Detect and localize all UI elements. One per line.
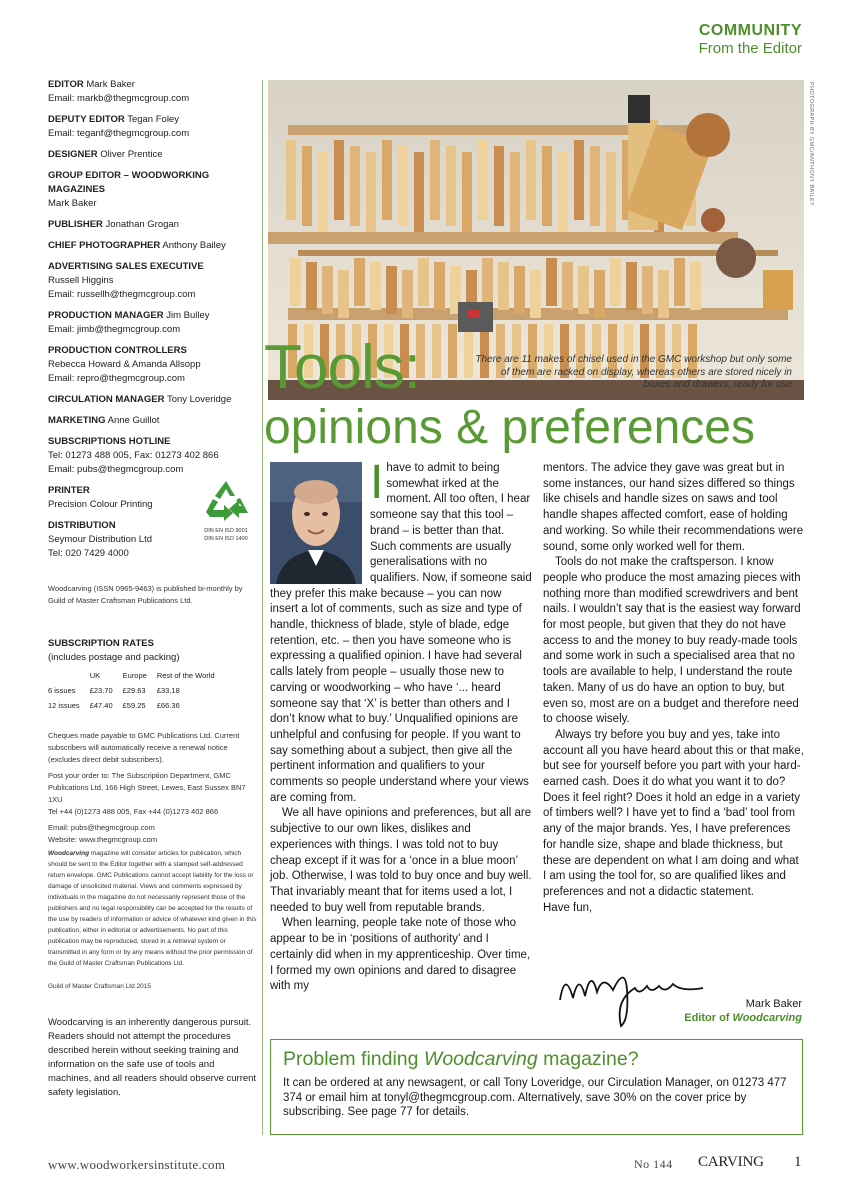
article-paragraph: mentors. The advice they gave was great but in some instances, our hand sizes differed so things like chisels and handle sizes on saws and tool handle shapes affected comfort, ease of holding and working. So while their recommendations were sound, some only worked well for them. [543,462,804,553]
rates-title: SUBSCRIPTION RATES [48,638,154,649]
article-paragraph: Ihave to admit to being somewhat irked at the moment. All too often, I hear someone say that this tool – brand – is better than that. Such comments are usually generalisations with no qualifiers. Now, if someone said they prefer this make because – you can now insert a lot of comments, such as size and type of handle, thickness of blade, style of blade, edge retention, etc. – then you have someone who is expressing a qualified opinion. I have had several calls lately from people – usually those new to carving or woodworking – who have ‘... heard someone say that ‘X’ is better than others and I don’t know what to buy.’ Unqualified opinions are unhelpful and confusing for people. If you want to say something about a subject, then give all the pertinent information and qualifiers to your comments so people understand where your views are coming from. [270,456,532,804]
chisel-handle [430,140,440,220]
chisel-handle [478,140,488,220]
chisel-handle [482,258,493,306]
chisel-handle [558,152,568,232]
chisel-handle [338,270,349,318]
chisel-handle [610,258,621,306]
chisel-handle [494,146,504,226]
staff-entry: EDITOR Mark Baker Email: markb@thegmcgroup.com [48,79,190,104]
printer: PRINTER Precision Colour Printing [48,485,153,510]
chisel-handle [322,266,333,314]
column-divider [262,80,263,1135]
chisel-handle [606,152,616,232]
subsection-label: From the Editor [698,40,802,57]
staff-entry: PRODUCTION CONTROLLERS Rebecca Howard & Amanda Allsopp Email: repro@thegmcgroup.com [48,345,201,384]
chisel-handle [498,262,509,310]
cheques-text: Cheques made payable to GMC Publications Ltd. Current subscribers will automatically receive a renewal notice (excludes direct debit subscribers). [48,731,240,764]
section-label: COMMUNITY [698,22,802,39]
chisel-handle [354,258,365,306]
chisel-handle [418,258,429,306]
staff-entry: MARKETING Anne Guillot [48,415,160,426]
chisel-handle [318,152,328,232]
staff-entry: DEPUTY EDITOR Tegan Foley Email: teganf@thegmcgroup.com [48,114,190,139]
rates-table [48,669,225,714]
chisel-handle [574,140,584,220]
signoff-name: Mark Baker [745,998,802,1010]
article-paragraph: We all have opinions and preferences, but all are subjective to our own likes, dislikes and experiences with things. I was told not to buy cheap except if it was for a ‘once in a blue moon’ job. Otherwise, I was told to buy once and buy well. That invariably meant that for items used a lot, I needed to buy well from reputable brands. [270,807,532,914]
chisel-handle [578,266,589,314]
chisel-handle [562,262,573,310]
signoff-role: Editor of Woodcarving [684,1012,802,1024]
chisel-handle [302,146,312,226]
chisel-handle [526,140,536,220]
copyright: Guild of Master Craftsman Ltd 2015 [48,983,151,990]
chisel-handle [386,266,397,314]
staff-entry: PRODUCTION MANAGER Jim Bulley Email: jimb@thegmcgroup.com [48,310,210,335]
drop-cap: I [370,456,384,509]
chisel-handle [510,152,520,232]
staff-entry: CIRCULATION MANAGER Tony Loveridge [48,394,232,405]
chisel-handle [530,270,541,318]
chisel-handle [402,270,413,318]
chisel-handle [590,146,600,226]
chisel-handle [542,146,552,226]
iso-line: DIN EN ISO 9001 [204,528,248,534]
post-email: Email: pubs@thegmcgroup.com [48,823,155,832]
photo-caption: There are 11 makes of chisel used in the GMC workshop but only some of them are racked on display, whereas others are stored nicely in boxes and drawers, ready for use [475,354,792,390]
table-row: 6 issues £23.70 £29.63 £33.18 [48,686,180,695]
staff-entry: DESIGNER Oliver Prentice [48,149,163,160]
recycle-icon [202,478,250,522]
box-title: Problem finding Woodcarving magazine? [283,1048,639,1070]
chisel-handle [414,152,424,232]
box-text: It can be ordered at any newsagent, or call Tony Loveridge, our Circulation Manager, on 01273 477 374 or email him at tonyl@thegmcgroup.com. Alternatively, save 30% on the cover price by subscribing. See page 77 for details. [283,1077,787,1118]
article-title-line2: opinions & preferences [264,401,755,454]
chisel-handle [286,140,296,220]
masthead-sidebar [48,78,258,1100]
chisel-handle [674,258,685,306]
staff-entry: PUBLISHER Jonathan Grogan [48,219,179,230]
chisel-handle [546,258,557,306]
article-title-line1: Tools: [264,333,420,402]
chisel-handle [446,146,456,226]
chisel-handle [432,324,441,378]
article-paragraph: Have fun, [543,901,593,914]
chisel-handle [642,266,653,314]
editor-signature [555,960,705,1030]
subscription-rates [48,637,258,714]
footer-url[interactable]: www.woodworkersinstitute.com [48,1157,226,1172]
post-tel: Tel +44 (0)1273 488 005, Fax +44 (0)1273 402 866 [48,807,219,816]
chisel-handle [366,152,376,232]
footer-issue: No 144 [634,1157,673,1171]
article-column-2 [543,461,805,916]
rates-subtitle: (includes postage and packing) [48,652,180,663]
table-row: 12 issues £47.40 £59.25 £66.36 [48,701,180,710]
chisel-handle [594,270,605,318]
photo-credit: PHOTOGRAPH BY GMC/ANTHONY BAILEY [808,82,814,207]
table-row: UK Europe Rest of the World [89,671,215,680]
issn-text: Woodcarving (ISSN 0965-9463) is published bi-monthly by Guild of Master Craftsman Publications Ltd. [48,584,243,605]
chisel-handle [350,146,360,226]
chisel-handle [334,140,344,220]
chisel-handle [370,262,381,310]
disclaimer-text: Woodcarving magazine will consider articles for publication, which should be sent to the Editor together with a stamped self-addressed return envelope. GMC Publications cannot accept liability for the loss or damage of unsolicited material. Views and comments expressed by individuals in the magazine do not necessarily represent those of the publishers and no legal responsibility can be accepted for the results of the use by readers of information or advice of whatever kind given in this publication, either in editorial or advertisements. No part of this publication may be reproduced, stored in a retrieval system or transmitted in any form or by any means without the prior permission of the Guild of Master Craftsman Publications Ltd. [48,850,257,967]
article-column-1 [270,456,532,995]
recycling-logo [196,478,256,543]
chisel-handle [462,152,472,232]
article-paragraph: Tools do not make the craftsperson. I know people who produce the most amazing pieces with nothing more than modified screwdrivers and bent nails. I wouldn’t say that is the easiest way forward for most people, but given that they do not have access to and the money to buy ready-made tools and some work in such a specialised area that no tools are available to help, I understand the route taken. Many of us do have an option to buy, but even so, most are on a budget and therefore need to choose wisely. [543,556,801,726]
section-header [699,22,802,58]
chisel-handle [514,266,525,314]
chisel-handle [448,324,457,378]
article-paragraph: When learning, people take note of those who appear to be in ‘positions of authority’ and I certainly did when in my apprenticeship. Over time, I formed my own opinions and dared to disagree with my [270,917,531,993]
problem-finding-box [270,1039,803,1135]
chisel-handle [382,140,392,220]
page-number: 1 [794,1154,802,1170]
post-web: Website: www.thegmcgroup.com [48,835,158,844]
chisel-handle [658,270,669,318]
chisel-handle [690,262,701,310]
portrait-spacer [270,461,370,583]
post-order-text: Post your order to: The Subscription Department, GMC Publications Ltd, 166 High Street, Lewes, East Sussex BN7 1XU [48,771,246,804]
article-paragraph: Always try before you buy and yes, take into account all you have heard about this or that make, but see for yourself before you part with your hard-earned cash. Does it do what you want it to do? Does it feel right? Does it hold an edge in a variety of timbers well? I have yet to find a ‘bad’ tool from any of the major brands. Yes, I have preferences for handle size, shape and blade thickness, but these are dependent on what I am doing and what I am using the tool for, so are qualified likes and preferences and not a didactic statement. [543,728,804,898]
chisel-handle [306,262,317,310]
chisel-handle [434,262,445,310]
chisel-handle [290,258,301,306]
chisel-handle [398,146,408,226]
iso-line: DIN EN ISO 1400 [204,536,248,542]
chisel-handle [626,262,637,310]
safety-warning: Woodcarving is an inherently dangerous pursuit. Readers should not attempt the procedures described herein without seeking training and information on the safe use of tools and machines, and all readers should observe current safety legislation. [48,1017,257,1098]
hotline: SUBSCRIPTIONS HOTLINE Tel: 01273 488 005, Fax: 01273 402 866 Email: pubs@thegmcgroup.com [48,436,219,475]
distribution: DISTRIBUTION Seymour Distribution Ltd Tel: 020 7429 4000 [48,520,153,559]
staff-entry: GROUP EDITOR – WOODWORKING MAGAZINES Mark Baker [48,170,210,209]
staff-entry: ADVERTISING SALES EXECUTIVE Russell Higgins Email: russellh@thegmcgroup.com [48,261,204,300]
footer-magazine-logo: CARVING [698,1154,764,1170]
staff-entry: CHIEF PHOTOGRAPHER Anthony Bailey [48,240,226,251]
